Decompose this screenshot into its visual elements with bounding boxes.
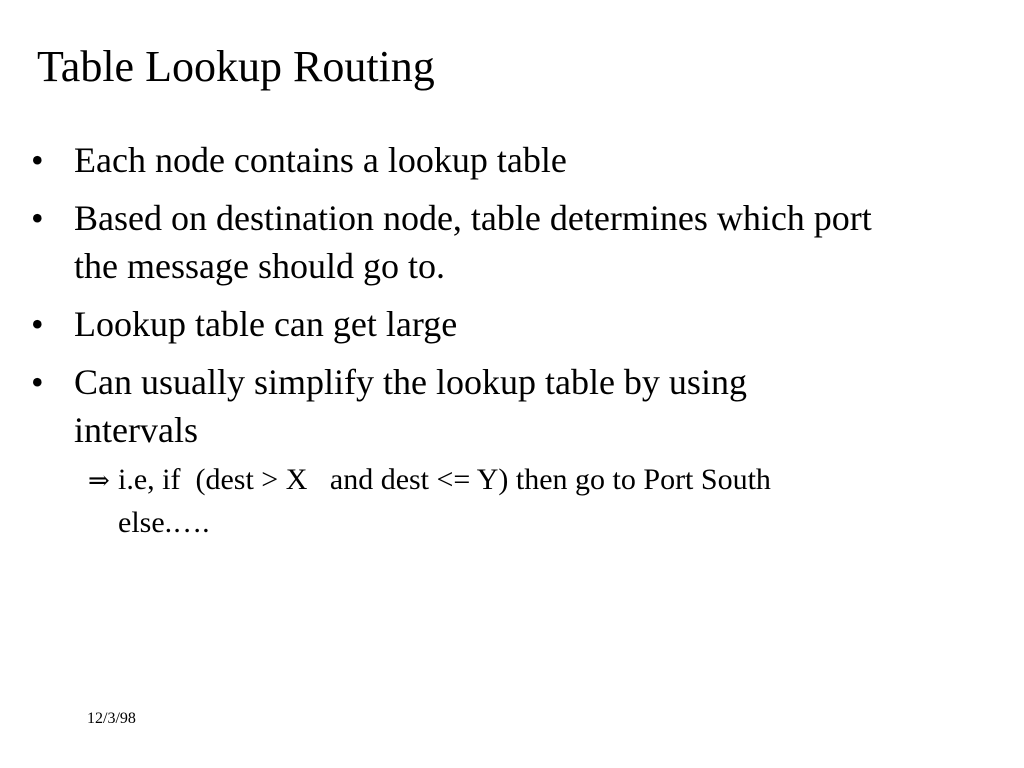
- bullet-item-2: [31, 194, 904, 290]
- sub-bullet: [88, 459, 888, 544]
- bullet-list: [31, 136, 931, 464]
- bullet-marker: •: [31, 362, 44, 402]
- implies-arrow-icon: ⇒: [88, 466, 110, 496]
- bullet-item-1: [31, 136, 931, 184]
- footer-date: 12/3/98: [87, 710, 136, 727]
- bullet-marker: •: [31, 198, 44, 238]
- bullet-marker: •: [31, 140, 44, 180]
- sub-bullet-line-2: else.….: [118, 506, 210, 539]
- bullet-text: Can usually simplify the lookup table by using intervals: [74, 362, 747, 450]
- bullet-text: Lookup table can get large: [74, 304, 458, 344]
- sub-bullet-text-1: i.e, if (dest > X and dest <= Y) then go to Port South: [118, 463, 771, 496]
- bullet-item-4: [31, 358, 864, 454]
- bullet-text: Each node contains a lookup table: [74, 140, 567, 180]
- bullet-item-3: [31, 300, 931, 348]
- bullet-text: Based on destination node, table determines which port the message should go to.: [74, 198, 872, 286]
- bullet-marker: •: [31, 304, 44, 344]
- sub-bullet-line-1: [88, 459, 888, 502]
- slide-title: Table Lookup Routing: [37, 42, 435, 91]
